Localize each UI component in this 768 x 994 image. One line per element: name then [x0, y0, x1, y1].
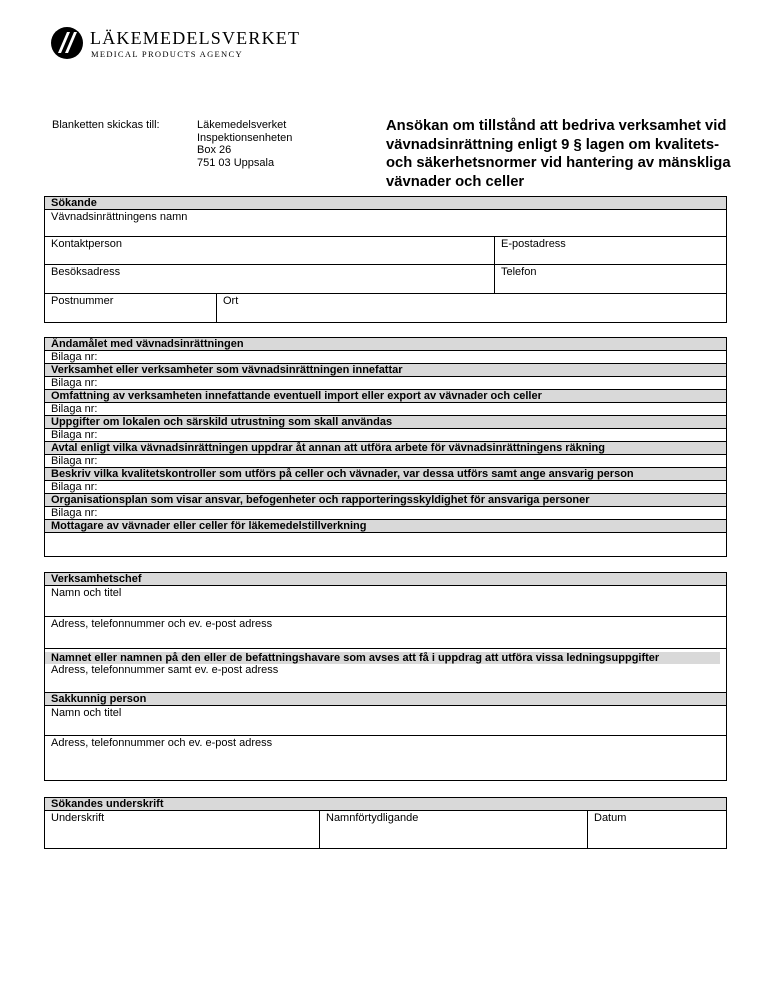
date-label: Datum [594, 812, 627, 824]
signature-label: Underskrift [51, 812, 105, 824]
attachment-number-field[interactable]: Bilaga nr: [45, 351, 726, 364]
manager-address-field[interactable] [45, 617, 726, 649]
facility-name-field[interactable] [45, 210, 726, 237]
expert-address-field[interactable] [45, 736, 726, 780]
purpose-item-heading: Uppgifter om lokalen och särskild utrustning som skall användas [45, 416, 726, 429]
signature-row [45, 811, 726, 848]
purpose-item-heading: Verksamhet eller verksamheter som vävnadsinrättningen innefattar [45, 364, 726, 377]
address-line: Inspektionsenheten [197, 131, 293, 144]
form-title: Ansökan om tillstånd att bedriva verksamhet vid vävnadsinrättning enligt 9 § lagen om kvalitets- och säkerhetsnormer vid hantering av mänskliga vävnader och celler [386, 118, 731, 190]
manager-name-label: Namn och titel [51, 587, 122, 599]
name-clarification-field[interactable] [319, 811, 587, 848]
agency-emblem-icon [50, 26, 84, 60]
signature-field[interactable] [45, 811, 319, 848]
postcode-field[interactable] [45, 294, 216, 322]
recipients-heading: Mottagare av vävnader eller celler för läkemedelstillverkning [45, 520, 726, 533]
recipients-field[interactable] [45, 533, 726, 556]
agency-logo [50, 26, 301, 62]
send-to-label: Blanketten skickas till: [52, 119, 160, 131]
purpose-item-heading: Ändamålet med vävnadsinrättningen [45, 338, 726, 351]
logo-name: LÄKEMEDELSVERKET [90, 28, 301, 48]
city-label: Ort [223, 295, 239, 307]
attachment-number-field[interactable]: Bilaga nr: [45, 403, 726, 416]
postcode-label: Postnummer [51, 295, 114, 307]
name-clarification-label: Namnförtydligande [326, 812, 419, 824]
delegate-address-label: Adress, telefonnummer samt ev. e-post adress [51, 664, 279, 676]
purpose-section [44, 337, 727, 557]
visit-address-row [45, 265, 726, 294]
manager-name-field[interactable] [45, 586, 726, 617]
attachment-number-field[interactable]: Bilaga nr: [45, 455, 726, 468]
logo-subtitle: MEDICAL PRODUCTS AGENCY [91, 49, 243, 59]
management-section [44, 572, 727, 781]
address-line: 751 03 Uppsala [197, 156, 275, 169]
email-field[interactable] [494, 237, 726, 264]
expert-name-label: Namn och titel [51, 707, 122, 719]
attachment-number-field[interactable]: Bilaga nr: [45, 481, 726, 494]
purpose-item-heading: Beskriv vilka kvalitetskontroller som utförs på celler och vävnader, var dessa utförs samt ange ansvarig person [45, 468, 726, 481]
delegate-heading: Namnet eller namnen på den eller de befattningshavare som avses att få i uppdrag att utföra vissa ledningsuppgifter [45, 652, 720, 664]
visit-address-field[interactable] [45, 265, 494, 293]
delegate-field[interactable] [45, 649, 726, 693]
phone-label: Telefon [501, 266, 537, 278]
postal-row [45, 294, 726, 322]
contact-row [45, 237, 726, 265]
recipient-address [197, 119, 292, 169]
manager-address-label: Adress, telefonnummer och ev. e-post adress [51, 618, 273, 630]
expert-name-field[interactable] [45, 706, 726, 736]
address-line: Läkemedelsverket [197, 119, 287, 131]
signature-heading: Sökandes underskrift [45, 798, 726, 811]
contact-person-label: Kontaktperson [51, 238, 122, 250]
attachment-number-field[interactable]: Bilaga nr: [45, 377, 726, 390]
facility-name-label: Vävnadsinrättningens namn [51, 211, 188, 223]
applicant-heading: Sökande [45, 197, 726, 210]
email-label: E-postadress [501, 238, 566, 250]
attachment-number-field[interactable]: Bilaga nr: [45, 507, 726, 520]
purpose-item-heading: Organisationsplan som visar ansvar, befogenheter och rapporteringsskyldighet för ansvariga personer [45, 494, 726, 507]
signature-section [44, 797, 727, 849]
visit-address-label: Besöksadress [51, 266, 121, 278]
applicant-section [44, 196, 727, 323]
purpose-item-heading: Omfattning av verksamheten innefattande eventuell import eller export av vävnader och celler [45, 390, 726, 403]
phone-field[interactable] [494, 265, 726, 293]
date-field[interactable] [587, 811, 726, 848]
contact-person-field[interactable] [45, 237, 494, 264]
expert-address-label: Adress, telefonnummer och ev. e-post adress [51, 737, 273, 749]
expert-heading: Sakkunnig person [45, 693, 726, 706]
purpose-item-heading: Avtal enligt vilka vävnadsinrättningen uppdrar åt annan att utföra arbete för vävnadsinrättningens räkning [45, 442, 726, 455]
manager-heading: Verksamhetschef [45, 573, 726, 586]
city-field[interactable] [216, 294, 726, 322]
attachment-number-field[interactable]: Bilaga nr: [45, 429, 726, 442]
address-line: Box 26 [197, 144, 232, 157]
